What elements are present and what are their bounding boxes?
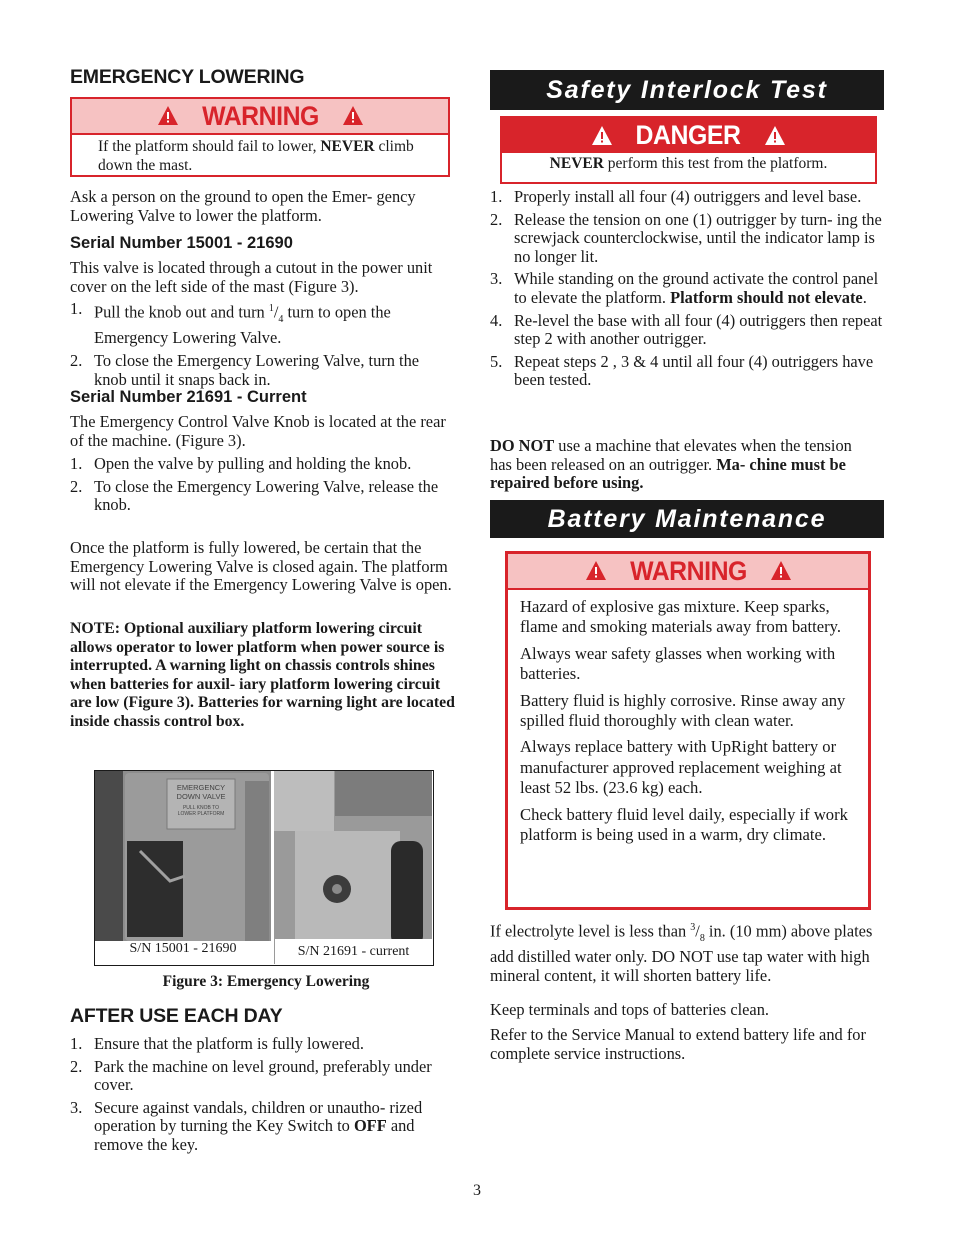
danger-signal-word: DANGER [636, 120, 741, 150]
figure-label-left: S/N 15001 - 21690 [129, 941, 237, 956]
serial2-text: The Emergency Control Valve Knob is located at the rear of the machine. (Figure 3). [70, 412, 446, 450]
danger-triangle-icon [591, 125, 613, 147]
warning-triangle-icon [585, 560, 607, 582]
list-item: 2. To close the Emergency Lowering Valve, release the knob. [70, 476, 439, 515]
safety-interlock-banner: Safety Interlock Test [490, 70, 884, 110]
danger-box [500, 116, 877, 184]
list-item: 2. Release the tension on one (1) outrigger by turn- ing the screwjack counterclockwise, until the indicator lamp is no longer lit. [490, 209, 882, 266]
battery-warning-text [508, 590, 868, 845]
warning-signal-word: WARNING [629, 555, 747, 586]
valve-sign: EMERGENCY DOWN VALVE PULL KNOB TO LOWER PLATFORM [176, 783, 226, 817]
list-item: 3. Secure against vandals, children or unautho- rized operation by turning the Key Switch to OFF and remove the key. [70, 1097, 423, 1154]
list-item: 1. Ensure that the platform is fully lowered. [70, 1034, 364, 1053]
emergency-lowering-heading: EMERGENCY LOWERING [70, 66, 305, 88]
warning-paragraph: Battery fluid is highly corrosive. Rinse away any spilled fluid thoroughly with clean water. [520, 690, 846, 731]
auxiliary-note: NOTE: Optional auxiliary platform lowering circuit allows operator to lower platform when power source is interrupted. A warning light on chassis controls shines when batteries for auxil- iary platform lowering circuit are low (Figure 3). Batteries for warning light are located inside chassis control box. [70, 620, 455, 730]
emergency-lowering-photos [95, 771, 432, 964]
danger-triangle-icon [764, 125, 786, 147]
list-item: 4. Re-level the base with all four (4) outriggers then repeat step 2 with another outrigger. [490, 310, 883, 349]
list-item: 2. Park the machine on level ground, preferably under cover. [70, 1056, 432, 1095]
list-item: 1. Properly install all four (4) outriggers and level base. [490, 187, 862, 206]
terminals-text: Keep terminals and tops of batteries clean. [490, 1000, 769, 1019]
safety-steps [490, 188, 884, 390]
list-item: 5. Repeat steps 2 , 3 & 4 until all four (4) outriggers have been tested. [490, 351, 874, 390]
warning-paragraph: Always wear safety glasses when working with batteries. [520, 643, 836, 684]
emergency-intro: Ask a person on the ground to open the Emer- gency Lowering Valve to lower the platform. [70, 187, 416, 225]
list-item: 1. Open the valve by pulling and holding the knob. [70, 454, 412, 473]
warning-header [72, 99, 448, 135]
warning-box-battery [505, 551, 871, 910]
warning-paragraph: Check battery fluid level daily, especially if work platform is being used in a warm, dry climate. [520, 804, 848, 845]
battery-maintenance-banner: Battery Maintenance [490, 500, 884, 538]
after-use-steps [70, 1035, 445, 1155]
after-use-heading: AFTER USE EACH DAY [70, 1005, 283, 1027]
warning-paragraph: Always replace battery with UpRight battery or manufacturer approved replacement weighing at least 52 lbs. (23.6 kg) each. [520, 737, 842, 798]
warning-triangle-icon [157, 105, 179, 127]
warning-box-mast [70, 97, 450, 177]
warning-header [508, 554, 868, 590]
serial1-heading: Serial Number 15001 - 21690 [70, 234, 293, 252]
warning-paragraph: Hazard of explosive gas mixture. Keep sparks, flame and smoking materials away from battery. [520, 597, 842, 637]
refer-text: Refer to the Service Manual to extend battery life and for complete service instructions. [490, 1025, 866, 1063]
list-item: 3. While standing on the ground activate the control panel to elevate the platform. Platform should not elevate. [490, 269, 879, 307]
danger-text: NEVER perform this test from the platform. [549, 155, 828, 172]
serial1-steps [70, 300, 455, 389]
list-item: 1. Pull the knob out and turn $^1/_4$ turn to open the Emergency Lowering Valve. [70, 299, 391, 348]
serial1-text: This valve is located through a cutout in the power unit cover on the left side of the mast (Figure 3). [70, 258, 433, 296]
warning-triangle-icon [770, 560, 792, 582]
warning-triangle-icon [342, 105, 364, 127]
list-item: 2. To close the Emergency Lowering Valve, turn the knob until it snaps back in. [70, 350, 420, 389]
figure-label-right: S/N 21691 - current [297, 944, 410, 959]
danger-header [502, 118, 875, 153]
serial2-heading: Serial Number 21691 - Current [70, 388, 307, 406]
figure-caption: Figure 3: Emergency Lowering [162, 973, 370, 990]
electrolyte-text: If electrolyte level is less than $^3/_8$ in. (10 mm) above plates add distilled water only. DO NOT use tap water with high mineral content, it will shorten battery life. [490, 921, 873, 985]
warning-signal-word: WARNING [201, 100, 319, 131]
warning-text: If the platform should fail to lower, NEVER climb down the mast. [98, 138, 414, 174]
do-not-use-text: DO NOT use a machine that elevates when the tension has been released on an outrigger. Ma- chine must be repaired before using. [490, 436, 852, 493]
page-number: 3 [473, 1182, 481, 1199]
figure-3 [94, 770, 434, 966]
serial2-steps [70, 455, 440, 515]
lowered-text: Once the platform is fully lowered, be certain that the Emergency Lowering Valve is closed again. The platform will not elevate if the Emergency Lowering Valve is open. [70, 538, 452, 595]
